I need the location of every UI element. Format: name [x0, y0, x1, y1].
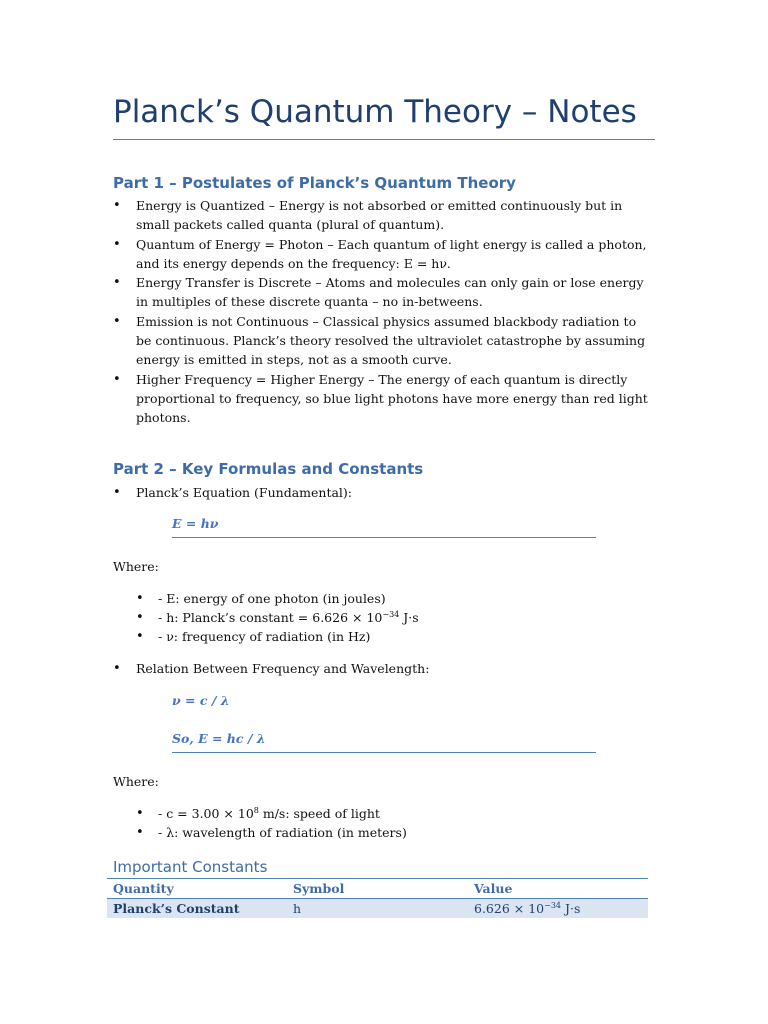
- formula-underline: [172, 752, 596, 753]
- cell-symbol: h: [287, 899, 468, 919]
- list-item: • Energy Transfer is Discrete – Atoms and molecules can only gain or lose energy in multiples of these discrete quanta – no in-betweens.: [113, 275, 644, 310]
- column-header-quantity: Quantity: [107, 879, 287, 899]
- list-item: • - $c = 3.00 \times 10^8$ m/s: speed of light: [136, 805, 380, 821]
- list-item: • - λ: wavelength of radiation (in meters): [136, 825, 407, 840]
- bullet-icon: •: [113, 371, 121, 387]
- bullet-icon: •: [113, 236, 121, 252]
- bullet-icon: •: [113, 661, 121, 676]
- definitions-list-1: [136, 589, 636, 646]
- where-label: Where:: [113, 774, 159, 789]
- bullet-icon: •: [136, 825, 144, 840]
- table-row: [107, 899, 648, 919]
- list-item: • Quantum of Energy = Photon – Each quantum of light energy is called a photon, and its energy depends on the frequency: E = hν.: [113, 236, 647, 271]
- bullet-icon: •: [113, 313, 121, 329]
- list-item: • Planck’s Equation (Fundamental):: [113, 483, 653, 502]
- constants-table: [107, 878, 648, 918]
- bullet-icon: •: [113, 485, 121, 500]
- bullet-icon: •: [136, 591, 144, 606]
- list-item: • Emission is not Continuous – Classical physics assumed blackbody radiation to be continuous. Planck’s theory resolved the ultraviolet catastrophe by assuming energy is emitted in steps, not as a smooth curve.: [113, 313, 646, 368]
- list-item: • Energy is Quantized – Energy is not absorbed or emitted continuously but in small packets called quanta (plural of quantum).: [113, 198, 623, 233]
- cell-value: $6.626 \times 10^{-34}$ J·s: [468, 899, 648, 919]
- formula-frequency-wavelength: ν = c / λ: [172, 693, 230, 708]
- list-item: • - E: energy of one photon (in joules): [136, 591, 386, 606]
- postulates-list: [113, 196, 653, 428]
- table-header-row: [107, 879, 648, 899]
- part2-heading: Part 2 – Key Formulas and Constants: [113, 460, 424, 478]
- list-item: • Relation Between Frequency and Wavelength:: [113, 659, 653, 678]
- cell-quantity: Planck’s Constant: [107, 899, 287, 919]
- formula-planck-equation: E = hν: [172, 516, 219, 531]
- part1-heading: Part 1 – Postulates of Planck’s Quantum Theory: [113, 174, 516, 192]
- column-header-symbol: Symbol: [287, 879, 468, 899]
- formula-bullet-2: [113, 659, 653, 678]
- bullet-icon: •: [136, 806, 144, 821]
- column-header-value: Value: [468, 879, 648, 899]
- bullet-icon: •: [136, 629, 144, 644]
- formula-bullet-1: [113, 483, 653, 502]
- page-title: Planck’s Quantum Theory – Notes: [113, 94, 637, 130]
- list-item: • - ν: frequency of radiation (in Hz): [136, 629, 371, 644]
- definitions-list-2: [136, 804, 636, 842]
- bullet-icon: •: [113, 198, 121, 213]
- constants-heading: Important Constants: [113, 858, 268, 876]
- formula-underline: [172, 537, 596, 538]
- title-underline: [113, 139, 655, 140]
- bullet-icon: •: [113, 275, 121, 291]
- bullet-icon: •: [136, 610, 144, 625]
- formula-energy-wavelength: So, E = hc / λ: [172, 731, 266, 746]
- list-item: • - h: Planck’s constant = $6.626 \times 10^{-34}$ J·s: [136, 609, 419, 625]
- where-label: Where:: [113, 559, 159, 574]
- list-item: • Higher Frequency = Higher Energy – The energy of each quantum is directly proportional to frequency, so blue light photons have more energy than red light photons.: [113, 371, 648, 426]
